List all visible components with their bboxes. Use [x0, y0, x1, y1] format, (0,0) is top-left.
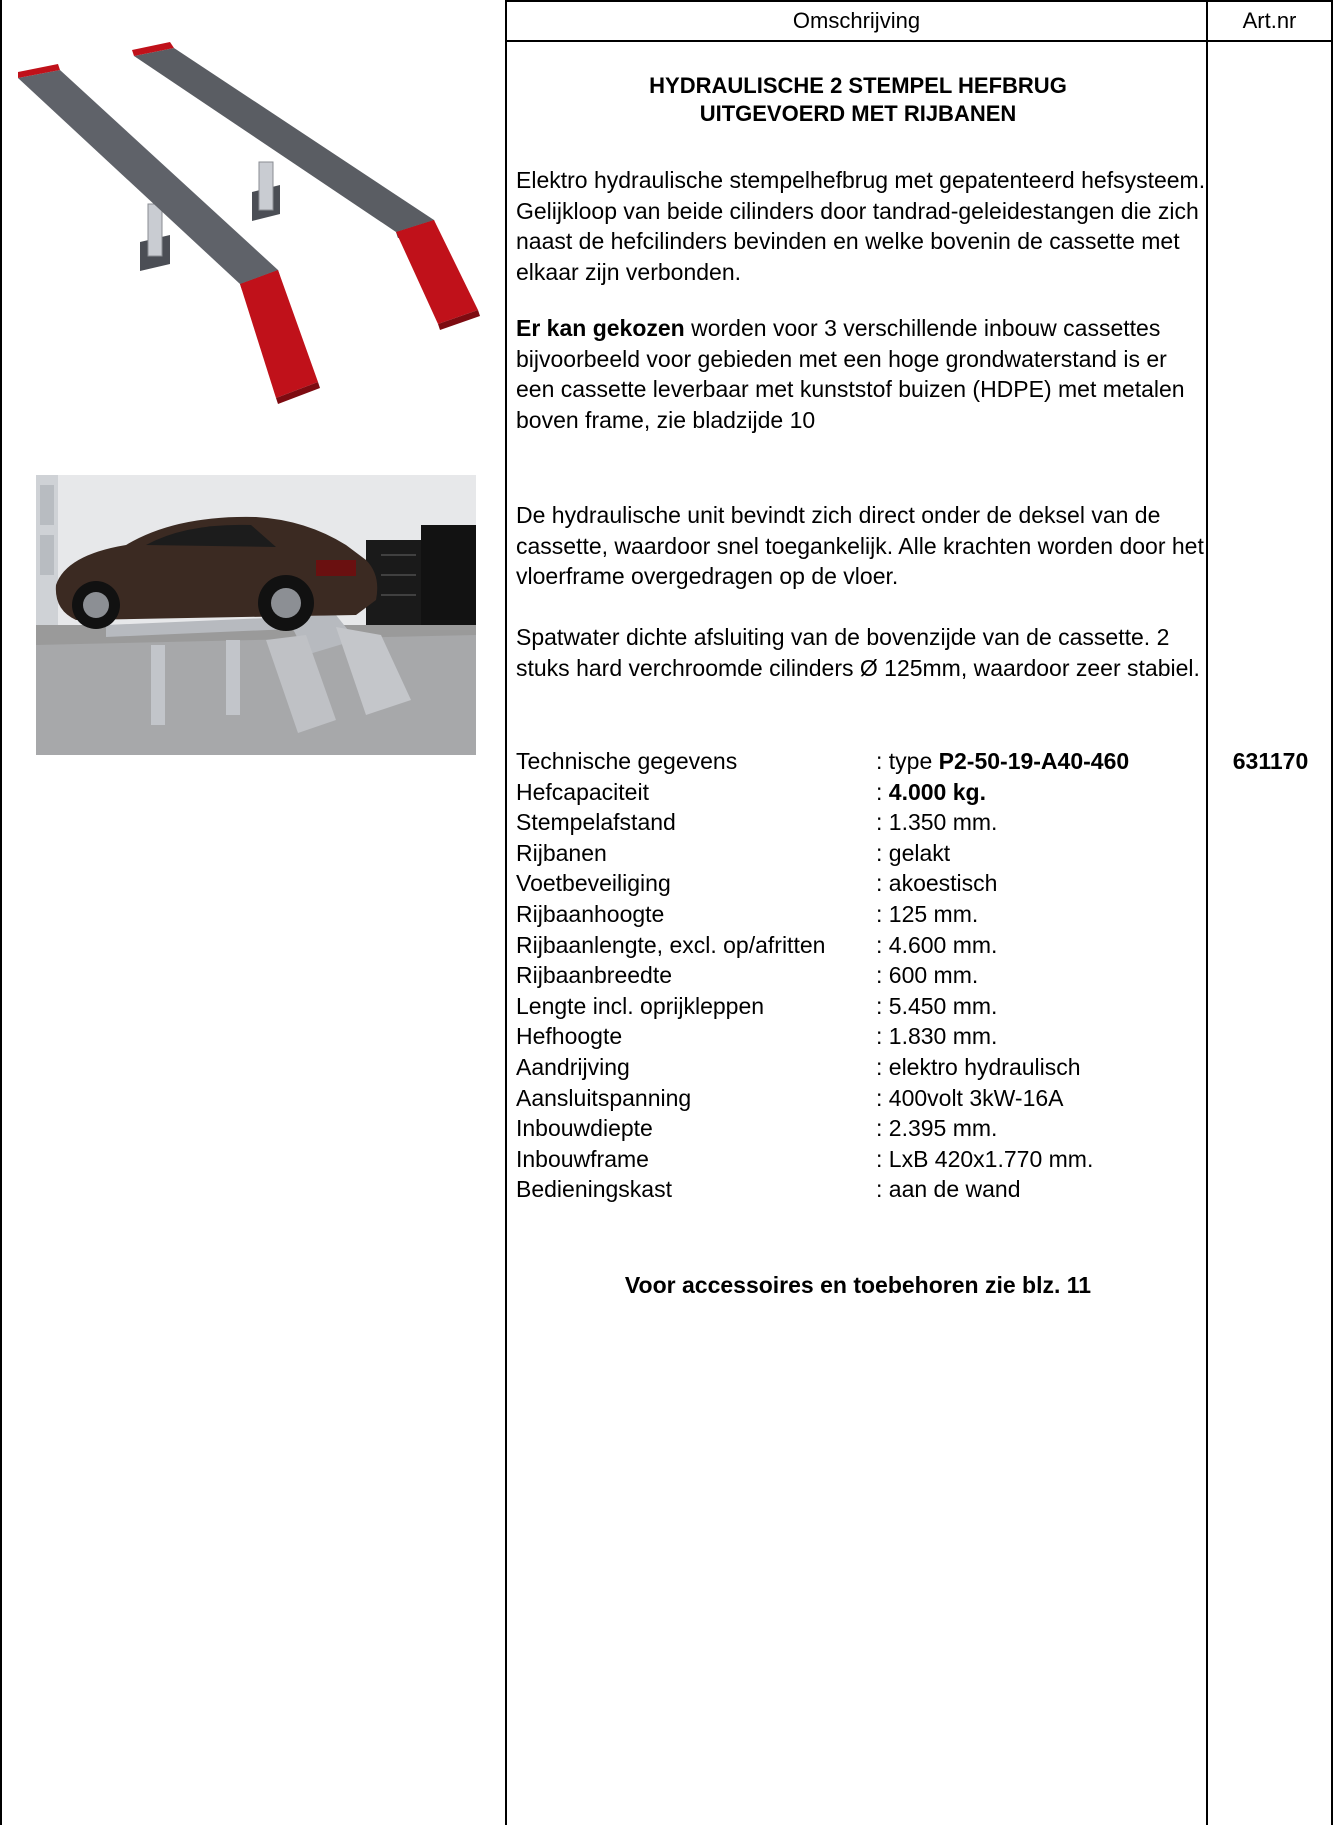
- spec-value-prefix: :: [876, 1084, 889, 1111]
- spec-row: [516, 960, 1129, 991]
- spec-row: [516, 1083, 1129, 1114]
- spec-label: Hefcapaciteit: [516, 778, 649, 805]
- spec-value-prefix: :: [876, 1176, 889, 1203]
- paragraph-2-bold-lead: Er kan gekozen: [516, 315, 685, 341]
- spec-label: Aandrijving: [516, 1053, 630, 1080]
- spec-label: Lengte incl. oprijkleppen: [516, 992, 765, 1019]
- spec-row: [516, 868, 1129, 899]
- spec-value-wrapper: [876, 777, 986, 808]
- paragraph-2-text: worden voor 3 verschillende inbouw cassettes bijvoorbeeld voor gebieden met een hoge grondwaterstand is er een cassette leverbaar met kunststof buizen (HDPE) met metalen boven frame, zie bladzijde 10: [516, 315, 1185, 433]
- spec-value-prefix: :: [876, 1053, 889, 1080]
- spec-row: [516, 1021, 1129, 1052]
- spec-value-prefix: :: [876, 839, 889, 866]
- spec-label: Rijbanen: [516, 839, 607, 866]
- product-title-line1: HYDRAULISCHE 2 STEMPEL HEFBRUG: [649, 73, 1067, 98]
- spec-value-prefix: :: [876, 962, 889, 989]
- spec-value: gelakt: [888, 839, 951, 866]
- spec-label: Rijbaanbreedte: [516, 962, 673, 989]
- column-divider-description: [505, 0, 507, 1825]
- spec-value-prefix: :: [876, 992, 889, 1019]
- spec-value-prefix: : type: [876, 748, 939, 774]
- spec-value-wrapper: [876, 899, 978, 930]
- spec-row: [516, 1144, 1129, 1175]
- spec-value-wrapper: [876, 746, 1129, 777]
- spec-value: 1.830 mm.: [888, 1023, 998, 1050]
- column-divider-artnr: [1206, 0, 1208, 1825]
- column-header-description: Omschrijving: [792, 8, 921, 33]
- article-number: 631170: [1232, 748, 1309, 774]
- spec-value-wrapper: [876, 807, 997, 838]
- spec-value-wrapper: [876, 1021, 997, 1052]
- car-on-lift-photo: [36, 475, 476, 755]
- spec-row: [516, 1052, 1129, 1083]
- spec-value-prefix: :: [876, 778, 889, 805]
- spec-value-wrapper: [876, 1144, 1093, 1175]
- spec-value-wrapper: [876, 1174, 1021, 1205]
- spec-value: aan de wand: [888, 1176, 1021, 1203]
- spec-row: [516, 930, 1129, 961]
- spec-value-prefix: :: [876, 1115, 889, 1142]
- spec-row: [516, 777, 1129, 808]
- spec-value: 1.350 mm.: [888, 809, 998, 836]
- column-header-artnr: Art.nr: [1242, 8, 1297, 33]
- spec-label: Aansluitspanning: [516, 1084, 692, 1111]
- spec-value: akoestisch: [888, 870, 998, 897]
- product-title: [508, 72, 1208, 128]
- spec-label: Bedieningskast: [516, 1176, 672, 1203]
- header-row-divider: [505, 40, 1333, 42]
- spec-value: 4.000 kg.: [888, 778, 986, 805]
- spec-row: [516, 838, 1129, 869]
- spec-value: 600 mm.: [888, 962, 979, 989]
- spec-row: [516, 991, 1129, 1022]
- spec-label: Rijbaanhoogte: [516, 900, 665, 927]
- description-paragraph-1: Elektro hydraulische stempelhefbrug met gepatenteerd hefsysteem. Gelijkloop van beide cilinders door tandrad-geleidestangen die zich naast de hefcilinders bevinden en welke bovenin de cassette met elkaar zijn verbonden.: [516, 167, 1206, 285]
- spec-value-wrapper: [876, 960, 978, 991]
- spec-label: Hefhoogte: [516, 1023, 623, 1050]
- spec-value-wrapper: [876, 1052, 1081, 1083]
- spec-label: Inbouwdiepte: [516, 1115, 653, 1142]
- technical-specs-table: [516, 746, 1129, 1205]
- spec-value: elektro hydraulisch: [888, 1053, 1081, 1080]
- spec-value-prefix: :: [876, 809, 889, 836]
- accessories-note: Voor accessoires en toebehoren zie blz. 11: [624, 1272, 1092, 1298]
- spec-value: 5.450 mm.: [888, 992, 998, 1019]
- table-border-left: [0, 0, 2, 1825]
- spec-value-prefix: :: [876, 931, 889, 958]
- spec-label: Stempelafstand: [516, 809, 676, 836]
- spec-value-wrapper: [876, 1083, 1064, 1114]
- description-paragraph-2: [516, 313, 1206, 435]
- spec-value-wrapper: [876, 991, 997, 1022]
- spec-value-prefix: :: [876, 900, 889, 927]
- spec-row: [516, 899, 1129, 930]
- spec-value-prefix: :: [876, 870, 889, 897]
- spec-value: P2-50-19-A40-460: [938, 748, 1130, 774]
- description-paragraph-4: Spatwater dichte afsluiting van de bovenzijde van de cassette. 2 stuks hard verchroomde cilinders Ø 125mm, waardoor zeer stabiel.: [516, 624, 1200, 681]
- spec-value: 400volt 3kW-16A: [888, 1084, 1064, 1111]
- spec-label: Voetbeveiliging: [516, 870, 671, 897]
- spec-value-wrapper: [876, 930, 997, 961]
- lift-rendering-image: [18, 42, 493, 422]
- spec-label: Inbouwframe: [516, 1145, 649, 1172]
- spec-value-wrapper: [876, 838, 950, 869]
- description-paragraph-3: De hydraulische unit bevindt zich direct onder de deksel van de cassette, waardoor snel toegankelijk. Alle krachten worden door het vloerframe overgedragen op de vloer.: [516, 502, 1204, 589]
- spec-label: Technische gegevens: [516, 748, 738, 774]
- spec-row: [516, 1174, 1129, 1205]
- spec-label: Rijbaanlengte, excl. op/afritten: [516, 931, 826, 958]
- spec-value: 2.395 mm.: [888, 1115, 998, 1142]
- spec-value-wrapper: [876, 1113, 997, 1144]
- product-title-line2: UITGEVOERD MET RIJBANEN: [699, 101, 1017, 126]
- spec-row: [516, 746, 1129, 777]
- spec-row: [516, 1113, 1129, 1144]
- spec-value-wrapper: [876, 868, 997, 899]
- spec-row: [516, 807, 1129, 838]
- spec-value: 125 mm.: [888, 900, 979, 927]
- spec-value: 4.600 mm.: [888, 931, 998, 958]
- spec-value-prefix: :: [876, 1145, 889, 1172]
- spec-value-prefix: :: [876, 1023, 889, 1050]
- spec-value: LxB 420x1.770 mm.: [888, 1145, 1094, 1172]
